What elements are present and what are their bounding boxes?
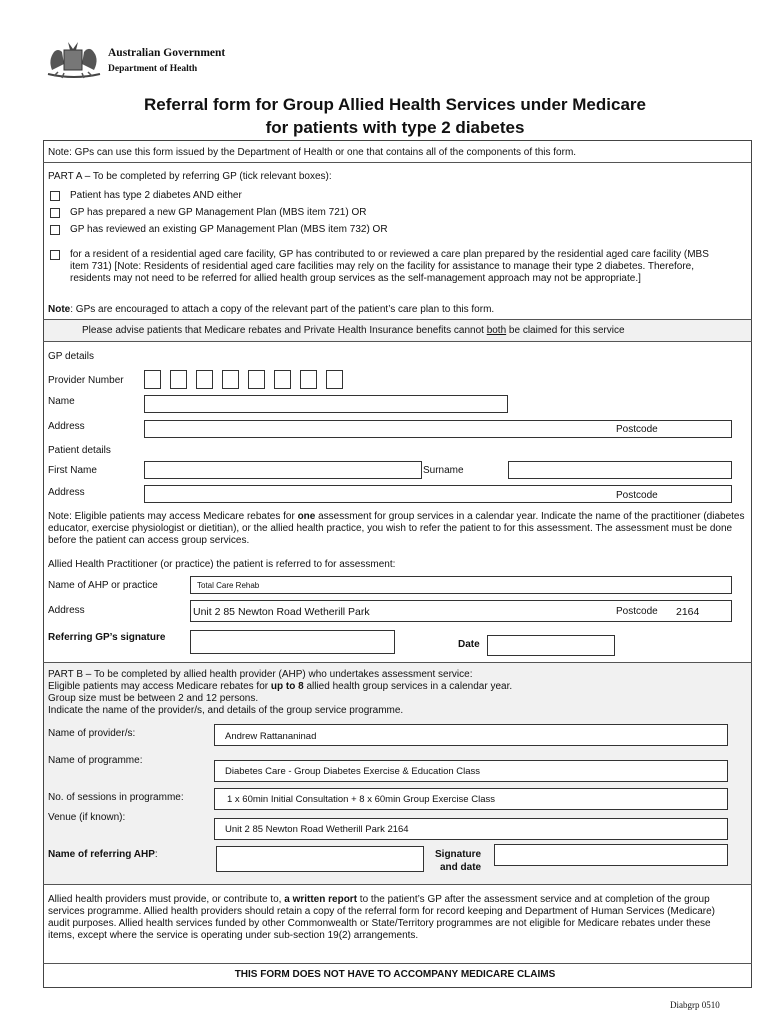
part-b-eligibility-post: allied health group services in a calendar year.: [303, 681, 513, 692]
signature-date-field[interactable]: [494, 844, 728, 866]
date-label: Date: [458, 639, 480, 650]
form-title-line2: for patients with type 2 diabetes: [265, 118, 525, 137]
type2-checkbox[interactable]: [50, 191, 60, 201]
medicare-claims-notice: THIS FORM DOES NOT HAVE TO ACCOMPANY MEDICARE CLAIMS: [234, 969, 556, 980]
review-gpmp-checkbox[interactable]: [50, 225, 60, 235]
report-post: to the patient’s GP after the assessment service and at completion of the group services programme. Allied health providers should retain a copy of the referral form for record keeping and Department of Human Services (Medicare) audit purposes. Allied health services funded by other Commonwealth or State/Territory programmes are not eligible for Medicare rebates under these items, except where the service is operating under sub-section 19(2) arrangements.: [48, 894, 715, 941]
sessions-field[interactable]: [214, 788, 728, 810]
advise-post: be claimed for this service: [506, 325, 625, 336]
residential-care-option-label: for a resident of a residential aged care facility, GP has contributed to or reviewed a care plan prepared by the residential aged care facility (MBS item 731) [Note: Residents of residential aged care facilities may rely on the facility for assistance to manage their type 2 diabetes. Therefore, residents may not need to be referred for allied health group services as the self-management approach may not be appropriate.]: [70, 249, 709, 284]
eligibility-pre: Note: Eligible patients may access Medicare rebates for: [48, 511, 298, 522]
provider-name-value: Andrew Rattananinad: [225, 731, 317, 742]
report-note: [48, 894, 738, 942]
provider-number-label: Provider Number: [48, 375, 124, 386]
part-b-eligibility: [48, 681, 512, 693]
part-b-up-to-8: up to 8: [270, 681, 304, 692]
ahp-address-value: Unit 2 85 Newton Road Wetherill Park: [193, 606, 370, 618]
advise-pre: Please advise patients that Medicare rebates and Private Health Insurance benefits cannot: [82, 325, 487, 336]
ahp-postcode-label: Postcode: [616, 606, 658, 617]
referring-ahp-colon: :: [154, 849, 158, 860]
surname-label: Surname: [423, 465, 464, 476]
divider: [43, 319, 752, 320]
ahp-name-value: Total Care Rehab: [197, 581, 260, 590]
provider-number-digit-1[interactable]: [144, 370, 161, 389]
form-title-line1: Referral form for Group Allied Health Services under Medicare: [144, 95, 646, 114]
part-b-heading: PART B – To be completed by allied health provider (AHP) who undertakes assessment service:: [48, 669, 473, 680]
referring-ahp-label-wrap: [48, 849, 158, 861]
group-size-note: Group size must be between 2 and 12 persons.: [48, 693, 259, 704]
ahp-name-label: Name of AHP or practice: [48, 580, 158, 591]
part-b-eligibility-pre: Eligible patients may access Medicare rebates for: [48, 681, 271, 692]
referred-to-label: Allied Health Practitioner (or practice) the patient is referred to for assessment:: [48, 559, 396, 570]
first-name-label: First Name: [48, 465, 97, 476]
gp-postcode-label: Postcode: [616, 424, 658, 435]
provider-number-digit-3[interactable]: [196, 370, 213, 389]
provider-number-digit-2[interactable]: [170, 370, 187, 389]
venue-label: Venue (if known):: [48, 812, 126, 823]
divider: [43, 662, 752, 663]
indicate-provider-note: Indicate the name of the provider/s, and details of the group service programme.: [48, 705, 404, 716]
sessions-value: 1 x 60min Initial Consultation + 8 x 60min Group Exercise Class: [227, 794, 495, 805]
new-gpmp-checkbox[interactable]: [50, 208, 60, 218]
note-text: : GPs are encouraged to attach a copy of the relevant part of the patient’s care plan to this form.: [70, 304, 495, 315]
review-gpmp-option-label: GP has reviewed an existing GP Management Plan (MBS item 732) OR: [70, 224, 388, 235]
ahp-address-label: Address: [48, 605, 85, 616]
provider-number-digit-5[interactable]: [248, 370, 265, 389]
part-a-heading: PART A – To be completed by referring GP (tick relevant boxes):: [48, 171, 332, 182]
divider: [43, 884, 752, 885]
gp-name-field[interactable]: [144, 395, 508, 413]
patient-address-label: Address: [48, 487, 85, 498]
gp-signature-label: Referring GP’s signature: [48, 632, 166, 643]
ahp-name-field[interactable]: [190, 576, 732, 594]
coat-of-arms-icon: [44, 40, 104, 82]
provider-number-digit-7[interactable]: [300, 370, 317, 389]
report-written: a written report: [284, 894, 358, 905]
note-label: Note: [48, 304, 71, 315]
referring-ahp-field[interactable]: [216, 846, 424, 872]
programme-value: Diabetes Care - Group Diabetes Exercise & Education Class: [225, 766, 481, 777]
eligibility-one: one: [297, 511, 316, 522]
and-date-label: and date: [440, 862, 482, 873]
venue-field[interactable]: [214, 818, 728, 840]
eligibility-post: assessment for group services in a calendar year. Indicate the name of the practitioner (diabetes educator, exercise physiologist or dietitian), or the allied health practice, you wish to refer the patient to for this assessment. The assessment must be done before the patient can access group services.: [48, 511, 745, 546]
venue-value: Unit 2 85 Newton Road Wetherill Park 2164: [225, 824, 409, 835]
advise-notice: [82, 325, 625, 337]
signature-label: Signature: [435, 849, 482, 860]
provider-number-digit-8[interactable]: [326, 370, 343, 389]
advise-both: both: [486, 325, 507, 336]
gp-details-heading: GP details: [48, 351, 94, 362]
residential-care-checkbox[interactable]: [50, 250, 60, 260]
dept-name: Department of Health: [108, 64, 198, 74]
type2-option-label: Patient has type 2 diabetes AND either: [70, 190, 242, 201]
org-name: Australian Government: [108, 47, 226, 59]
divider: [43, 162, 752, 163]
referring-ahp-label: Name of referring AHP: [48, 849, 155, 860]
sessions-label: No. of sessions in programme:: [48, 792, 184, 803]
divider: [43, 963, 752, 964]
eligibility-note: [48, 511, 748, 547]
form-code: Diabgrp 0510: [670, 1000, 720, 1010]
first-name-field[interactable]: [144, 461, 422, 479]
patient-postcode-label: Postcode: [616, 490, 658, 501]
government-logo: [44, 40, 244, 82]
provider-number-digit-4[interactable]: [222, 370, 239, 389]
provider-number-digit-6[interactable]: [274, 370, 291, 389]
patient-details-heading: Patient details: [48, 445, 111, 456]
ahp-address-field[interactable]: [190, 600, 732, 622]
programme-field[interactable]: [214, 760, 728, 782]
surname-field[interactable]: [508, 461, 732, 479]
new-gpmp-option-label: GP has prepared a new GP Management Plan (MBS item 721) OR: [70, 207, 367, 218]
note-top: Note: GPs can use this form issued by the Department of Health or one that contains all of the components of this form.: [48, 147, 577, 158]
programme-label: Name of programme:: [48, 755, 143, 766]
date-field[interactable]: [487, 635, 615, 656]
report-pre: Allied health providers must provide, or contribute to,: [48, 894, 285, 905]
gp-address-label: Address: [48, 421, 85, 432]
gp-signature-field[interactable]: [190, 630, 395, 654]
divider: [43, 341, 752, 342]
provider-name-label: Name of provider/s:: [48, 728, 136, 739]
ahp-postcode-value: 2164: [676, 606, 700, 618]
gp-name-label: Name: [48, 396, 75, 407]
provider-name-field[interactable]: [214, 724, 728, 746]
care-plan-note: [48, 304, 494, 316]
